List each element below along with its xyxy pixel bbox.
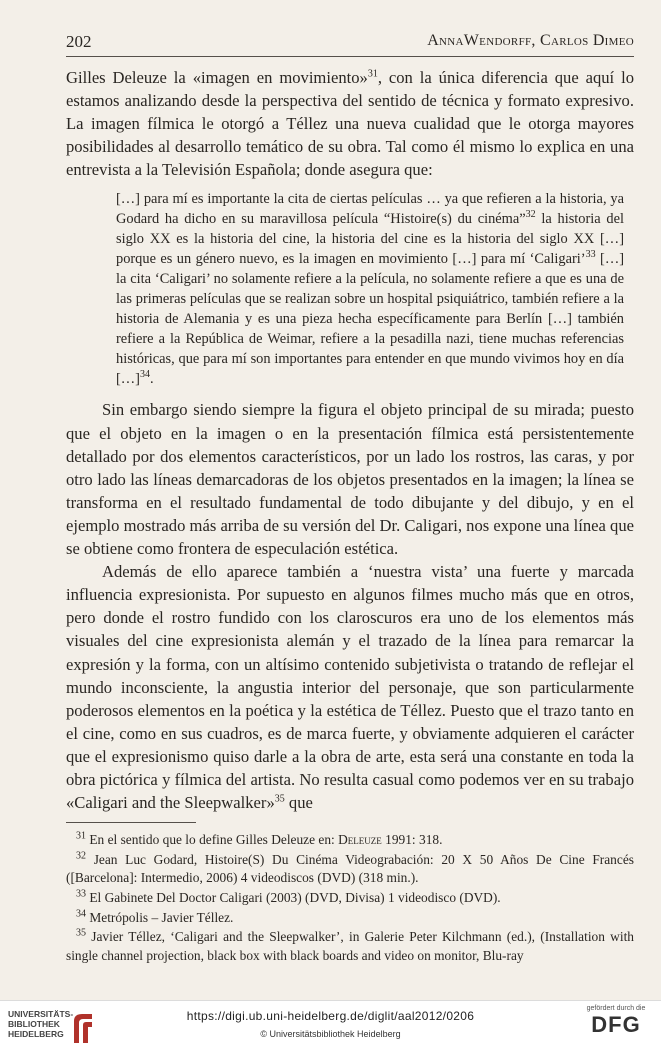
page-header: [66, 30, 634, 57]
page-number: 202: [66, 32, 92, 51]
viewer-footer: [0, 1000, 661, 1050]
footnote-ref-35[interactable]: 35: [274, 793, 285, 805]
footnote-ref-32[interactable]: 32: [525, 209, 536, 221]
copyright-notice: © Universitätsbibliothek Heidelberg: [260, 1029, 401, 1039]
page-body: [66, 66, 634, 966]
footnote-34: $^{34}$ Metrópolis – Javier Téllez.: [76, 908, 234, 925]
library-logo[interactable]: UNIVERSITÄTS- BIBLIOTHEK HEIDELBERG: [8, 1009, 103, 1045]
footnote-35: $^{35}$ Javier Téllez, ‘Caligari and the Sleepwalker’, in Galerie Peter Kilchmann (ed.), (Installation with single channel projection, black box with black boards and video on monitor, Blu-ray: [66, 927, 634, 963]
footnote-ref-34[interactable]: 34: [139, 369, 150, 381]
paragraph-3: Además de ello aparece también a ‘nuestra vista’ una fuerte y marcada influencia expresionista. Por supuesto en algunos filmes mucho más que en otros, pero donde el rostro fundido con los claroscuros era uno de los elementos más visuales del cine expresionista alemán y el trazado de la línea para remarcar la expresión y la forma, con un altísimo contenido subjetivista o tratando de reflejar el mundo inconsciente, la angustia interior del personaje, que son particularmente poderosos elementos en la poética y la estética de Téllez. Puesto que el trazo tanto en el cine, como en sus cuadros, es de marca fuerte, y obviamente adquieren el carácter que el expresionismo quiso darle a la obra de arte, esta será una constante en toda la obra pictórica y fílmica del artista. No resulta casual como podemos ver en su trabajo «Caligari and the Sleepwalker»$^{35}$ que: [66, 562, 634, 813]
permalink-url[interactable]: https://digi.ub.uni-heidelberg.de/diglit/aal2012/0206: [186, 1009, 475, 1023]
footnote-31: $^{31}$ En el sentido que lo define Gilles Deleuze en: Deleuze 1991: 318.: [76, 830, 443, 848]
paragraph-1: Gilles Deleuze la «imagen en movimiento»$^{31}$, con la única diferencia que aquí lo estamos analizando desde la perspectiva del sentido de técnica y formato expresivo. La imagen fílmica le otorgó a Téllez una nueva cualidad que le otorga mayores posibilidades al desarrollo temático de su obra. Tal como él mismo lo explica en una entrevista a la Televisión Española; donde asegura que:: [66, 68, 634, 180]
footnote-ref-33[interactable]: 33: [585, 249, 596, 261]
footnote-divider: [66, 822, 196, 823]
footnote-32: $^{32}$ Jean Luc Godard, Histoire(S) Du Cinéma Videograbación: 20 X 50 Años De Cine Francés ([Barcelona]: Intermedio, 2006) 4 videodiscos (DVD) (318 min.).: [66, 850, 634, 886]
dfg-logo[interactable]: gefördert durch die DFG: [586, 1005, 646, 1037]
footnote-ref-31[interactable]: 31: [367, 68, 378, 80]
block-quote: […] para mí es importante la cita de ciertas películas … ya que refieren a la historia, ya Godard ha dicho en su maravillosa película “Histoire(s) du cinéma”$^{32}$ la historia del siglo XX es la historia del cine, la historia del cine es la historia del siglo XX […] porque es un género nuevo, es la imagen en movimiento […] para mí ‘Caligari’$^{33}$ […] la cita ‘Caligari’ no solamente refiere a la película, no solamente refiere a que es una de las primeras películas que se realizan sobre un hospital psiquiátrico, también refiere a la historia de Alemania y es una pieza hecha específicamente para Berlín […] también refiere a la República de Weimar, refiere a la pesadilla nazi, tiene muchas referencias históricas, que para mí son importantes para entender en que mundo vivimos hoy en día […]$^{34}$.: [116, 191, 624, 388]
paragraph-2: Sin embargo siendo siempre la figura el objeto principal de su mirada; puesto que el objeto en la imagen o en la presentación fílmica está persistentemente detallado por dos elementos característicos, por un lado los rostros, las caras, y por otro lado las líneas demarcadoras de los objetos presentados en la imagen; la línea se transforma en el resultado fundamental de todo dibujante y del dibujo, y en el ejemplo mostrado más arriba de su versión del Dr. Caligari, nos expone una línea que se obtiene como frontera de especulación estética.: [66, 400, 634, 559]
running-head: AnnaWendorff, Carlos Dimeo: [427, 32, 634, 49]
footnote-33: $^{33}$ El Gabinete Del Doctor Caligari (2003) (DVD, Divisa) 1 videodisco (DVD).: [76, 888, 501, 905]
